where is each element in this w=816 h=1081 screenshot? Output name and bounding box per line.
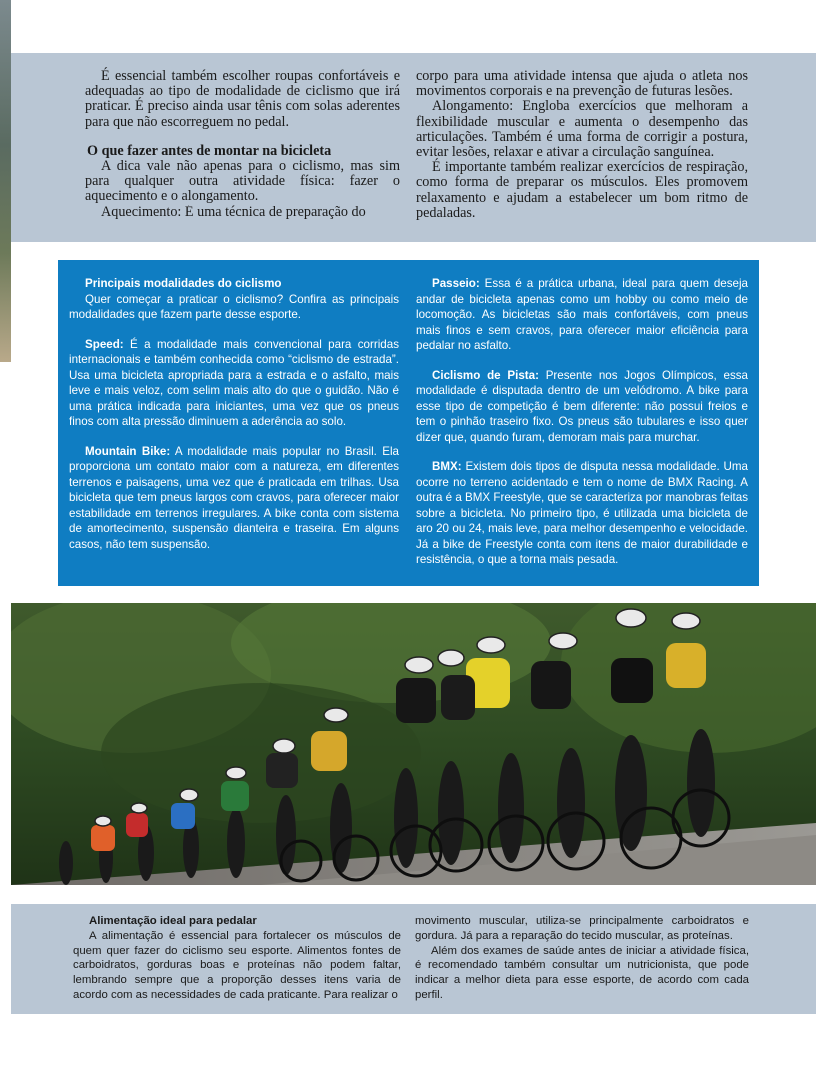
modalities-box: [58, 260, 759, 586]
warmup-column-right: [416, 69, 748, 221]
tip-paragraph: A dica vale não apenas para o ciclismo, mas sim para qualquer outra atividade física: fazer o aquecimento e o alongamento.: [85, 158, 400, 205]
stretching-paragraph: Alongamento: Engloba exercícios que melhoram a flexibilidade muscular e aumenta o desempenho das articulações. Também é uma forma de corrigir a postura, evitar lesões, relaxar e ativar a circulação sanguínea.: [416, 98, 748, 161]
mountain-bike-term: Mountain Bike:: [85, 444, 171, 458]
warmup-section: [11, 53, 816, 242]
nutrition-paragraph-start: A alimentação é essencial para fortalecer os músculos de quem quer fazer do ciclismo seu esporte. Alimentos fontes de carboidratos, gorduras boas e proteínas não podem faltar, lembrando sempre que a proporção desses itens varia de acordo com as necessidades de cada praticante. Para realizar o: [73, 929, 401, 1001]
passeio-text: Essa é a prática urbana, ideal para quem deseja andar de bicicleta apenas como um hobby ou como meio de locomoção. As bicicletas são mais confortáveis, com pneus mais finos e sem cravos, para oferecer maior eficiência para pedalar no asfalto.: [416, 277, 748, 352]
modalities-column-right: [416, 276, 748, 568]
warmup-start-paragraph: Aquecimento: É uma técnica de preparação do: [101, 204, 366, 220]
pista-term: Ciclismo de Pista:: [432, 368, 539, 382]
bmx-term: BMX:: [432, 460, 462, 473]
cyclists-peloton-photo: [11, 603, 816, 885]
left-edge-photo-strip: [0, 0, 11, 362]
warmup-continuation: corpo para uma atividade intensa que ajuda o atleta nos movimentos corporais e na prevenção de futuras lesões.: [416, 68, 748, 100]
nutrition-section: [11, 904, 816, 1014]
bmx-text: Existem dois tipos de disputa nessa modalidade. Uma ocorre no terreno acidentado e tem o nome de BMX Racing. A outra é a BMX Freestyle, que se caracteriza por manobras feitas sobre a bicicleta. No primeiro tipo, é utilizada uma bicicleta de aro 20 ou 24, mais leve, para melhor desempenho e velocidade. Já a bike de Freestyle conta com itens de maior durabilidade e resistência, o que a torna mais pesada.: [416, 460, 748, 566]
peloton-illustration: [11, 603, 816, 885]
nutrition-column-left: [73, 914, 401, 1017]
nutrition-column-right: [415, 914, 749, 1003]
bmx-paragraph: [416, 459, 748, 568]
modalities-column-left: [69, 276, 399, 552]
passeio-term: Passeio:: [432, 277, 480, 290]
clothing-paragraph: É essencial também escolher roupas confortáveis e adequadas ao tipo de modalidade de ciclismo que irá praticar. É preciso ainda usar tênis com solas aderentes para que não escorreguem no pedal.: [85, 68, 400, 130]
mountain-bike-text: A modalidade mais popular no Brasil. Ela proporciona um contato maior com a natureza, em diferentes terrenos e paisagens, uma vez que é praticada em trilhas. Usa bicicleta que tem pneus largos com cravos, para oferecer maior estabilidade em terrenos irregulares. A bike conta com sistema de amortecimento, suspensão dianteira e traseira. Em alguns casos, não tem suspensão.: [69, 444, 400, 551]
modalities-heading: Principais modalidades do ciclismo: [85, 277, 282, 290]
pista-text: Presente nos Jogos Olímpicos, essa modalidade é disputada dentro de um velódromo. A bike para esse tipo de competição é bem diferente: não possui freios e tem o pinhão traseiro fixo. Os pneus são tubulares e isso quer dizer que, quando furam, demoram mais para murchar.: [416, 368, 748, 444]
passeio-paragraph: [416, 276, 748, 354]
nutrition-paragraph-continuation: movimento muscular, utiliza-se principalmente carboidratos e gordura. Já para a reparação do tecido muscular, as proteínas.: [415, 915, 749, 942]
nutrition-heading: Alimentação ideal para pedalar: [89, 915, 257, 927]
speed-paragraph: [69, 337, 399, 430]
pista-paragraph: [416, 368, 748, 446]
warmup-heading: O que fazer antes de montar na bicicleta: [87, 142, 332, 159]
mountain-bike-paragraph: [69, 444, 399, 553]
warmup-column-left: [85, 69, 400, 220]
nutritionist-paragraph: Além dos exames de saúde antes de iniciar a atividade física, é recomendado também consultar um nutricionista, que pode indicar a melhor dieta para esse esporte, de acordo com cada perfil.: [415, 944, 749, 1001]
speed-term: Speed:: [85, 337, 124, 351]
speed-text: É a modalidade mais convencional para corridas internacionais e também conhecida como “ciclismo de estrada”. Usa uma bicicleta apropriada para a estrada e o asfalto, mais leve e mais veloz, com selim mais alto do que o guidão. Não é uma prática indicada para iniciantes, uma vez que os pneus finos com alta pressão diminuem a aderência ao solo.: [69, 337, 399, 428]
modalities-intro: Quer começar a praticar o ciclismo? Confira as principais modalidades que fazem parte desse esporte.: [69, 292, 399, 321]
breathing-paragraph: É importante também realizar exercícios de respiração, como forma de preparar os músculos. Eles promovem relaxamento e ajudam a estabelecer um bom ritmo de pedaladas.: [416, 159, 748, 221]
